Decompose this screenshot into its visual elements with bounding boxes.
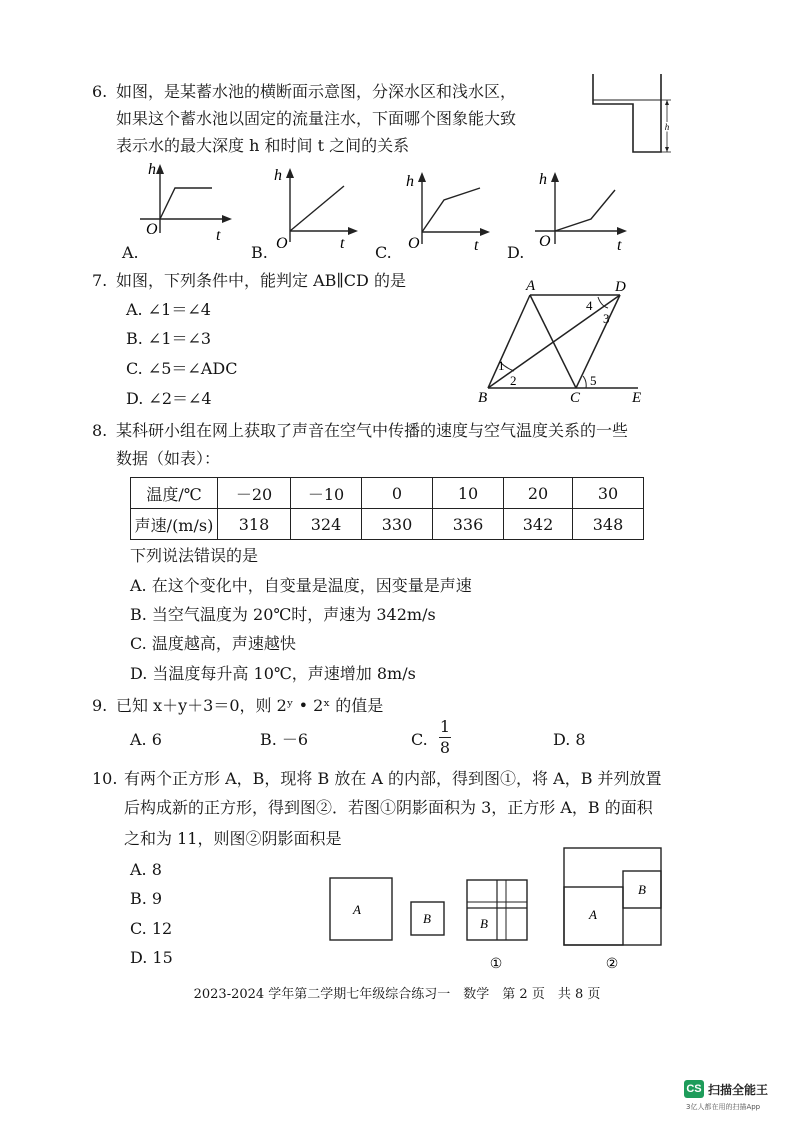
q6-line-3: 表示水的最大深度 h 和时间 t 之间的关系 (116, 136, 410, 155)
fig2-b-label: B (638, 882, 646, 897)
q8-line-1: 某科研小组在网上获取了声音在空气中传播的速度与空气温度关系的一些 (116, 421, 629, 440)
q7-label-a: A (526, 278, 536, 294)
fig1-b-label: B (480, 916, 488, 931)
square-a (330, 878, 392, 940)
q9-frac-numerator: 1 (439, 717, 451, 736)
q6-graph-c (390, 166, 500, 252)
q10-line-1: 有两个正方形 A，B，现将 B 放在 A 的内部，得到图①，将 A，B 并列放置 (124, 769, 662, 788)
q6-graph-b (258, 162, 368, 252)
q9-stem: 已知 x＋y＋3＝0，则 2ʸ • 2ˣ 的值是 (116, 696, 384, 715)
q8-question: 下列说法错误的是 (130, 546, 259, 565)
q6d-y-label: h (539, 171, 547, 188)
q8-option-c: C. 温度越高，声速越快 (130, 634, 296, 653)
q6-line-1: 如图，是某蓄水池的横断面示意图，分深水区和浅水区， (116, 82, 517, 101)
q10-option-d: D. 15 (130, 948, 173, 967)
q6d-x-label: t (617, 237, 622, 252)
table-cell: 324 (291, 509, 362, 540)
q8-option-a: A. 在这个变化中，自变量是温度，因变量是声速 (130, 576, 472, 595)
q6b-y-label: h (274, 167, 282, 184)
q9-option-d: D. 8 (553, 730, 586, 749)
q7-angle-1: 1 (498, 358, 505, 373)
q10-option-b: B. 9 (130, 889, 163, 908)
q6-option-b: B. (251, 243, 268, 262)
q9-option-c: C. (411, 730, 428, 749)
q7-number: 7. (92, 271, 108, 290)
table-cell: 20 (504, 478, 573, 509)
q7-angle-2: 2 (510, 373, 517, 388)
q10-number: 10. (92, 769, 118, 788)
table-header-speed: 声速/(m/s) (131, 509, 218, 540)
table-row-temperature (131, 478, 644, 509)
q9-option-a: A. 6 (130, 730, 162, 749)
page-footer: 2023-2024 学年第二学期七年级综合练习一 数学 第 2 页 共 8 页 (193, 987, 601, 1002)
q8-number: 8. (92, 421, 108, 440)
table-cell: －10 (291, 478, 362, 509)
q7-label-b: B (478, 390, 488, 406)
fig2-outer (564, 848, 661, 945)
q6a-origin: O (146, 221, 158, 238)
q6-graph-d (525, 166, 635, 252)
cs-badge: CS (684, 1080, 704, 1098)
q7-label-d: D (615, 279, 626, 295)
watermark-subtitle: 3亿人都在用的扫描App (686, 1103, 761, 1111)
q6-option-a: A. (122, 243, 139, 262)
pool-h-label: h (664, 122, 670, 132)
q8-option-b: B. 当空气温度为 20℃时，声速为 342m/s (130, 605, 436, 624)
scanner-watermark (684, 1080, 788, 1116)
fig2-a-label: A (589, 907, 597, 922)
fig2-caption: ② (605, 957, 619, 972)
table-cell: 336 (433, 509, 504, 540)
q7-angle-5: 5 (590, 373, 597, 388)
q6a-y-label: h (148, 161, 156, 178)
q6c-origin: O (408, 235, 420, 252)
table-cell: 30 (573, 478, 644, 509)
table-cell: 318 (218, 509, 291, 540)
q10-figures (320, 840, 670, 975)
square-b-label: B (423, 911, 431, 926)
q6-line-2: 如果这个蓄水池以固定的流量注水，下面哪个图象能大致 (116, 109, 517, 128)
q6-number: 6. (92, 82, 108, 101)
q9-frac-denominator: 8 (439, 738, 451, 757)
q6d-origin: O (539, 233, 551, 250)
q7-figure (470, 276, 650, 406)
q9-fraction (437, 718, 453, 757)
table-cell: 0 (362, 478, 433, 509)
q7-label-e: E (632, 390, 642, 406)
table-cell: 330 (362, 509, 433, 540)
q10-line-3: 之和为 11，则图②阴影面积是 (124, 829, 342, 848)
q6-option-d: D. (507, 243, 525, 262)
q8-data-table (130, 477, 644, 540)
watermark-title: 扫描全能王 (708, 1083, 769, 1097)
q9-number: 9. (92, 696, 108, 715)
q6-option-c: C. (375, 243, 392, 262)
q7-option-d: D. ∠2＝∠4 (126, 389, 212, 408)
q7-label-c: C (570, 390, 581, 406)
q7-angle-4: 4 (586, 298, 593, 313)
table-cell: 10 (433, 478, 504, 509)
q6b-x-label: t (340, 235, 345, 252)
q10-option-a: A. 8 (130, 860, 162, 879)
table-cell: 348 (573, 509, 644, 540)
table-row-speed (131, 509, 644, 540)
q7-option-c: C. ∠5＝∠ADC (126, 359, 238, 378)
q6b-origin: O (276, 235, 288, 252)
q6a-x-label: t (216, 227, 221, 244)
table-header-temperature: 温度/℃ (131, 478, 218, 509)
q8-line-2: 数据（如表）： (116, 449, 221, 468)
q8-option-d: D. 当温度每升高 10℃，声速增加 8m/s (130, 664, 416, 683)
q7-option-a: A. ∠1＝∠4 (126, 300, 211, 319)
fig1-caption: ① (489, 957, 503, 972)
q10-line-2: 后构成新的正方形，得到图②．若图①阴影面积为 3，正方形 A，B 的面积 (124, 798, 653, 817)
q7-stem: 如图，下列条件中，能判定 AB∥CD 的是 (116, 271, 406, 290)
q6c-y-label: h (406, 173, 414, 190)
q6c-x-label: t (474, 237, 479, 252)
q7-angle-3: 3 (603, 311, 610, 326)
square-a-label: A (353, 902, 361, 917)
table-cell: 342 (504, 509, 573, 540)
table-cell: －20 (218, 478, 291, 509)
q10-option-c: C. 12 (130, 919, 173, 938)
q7-option-b: B. ∠1＝∠3 (126, 329, 212, 348)
pool-figure (585, 70, 675, 160)
q9-option-b: B. －6 (260, 730, 309, 749)
